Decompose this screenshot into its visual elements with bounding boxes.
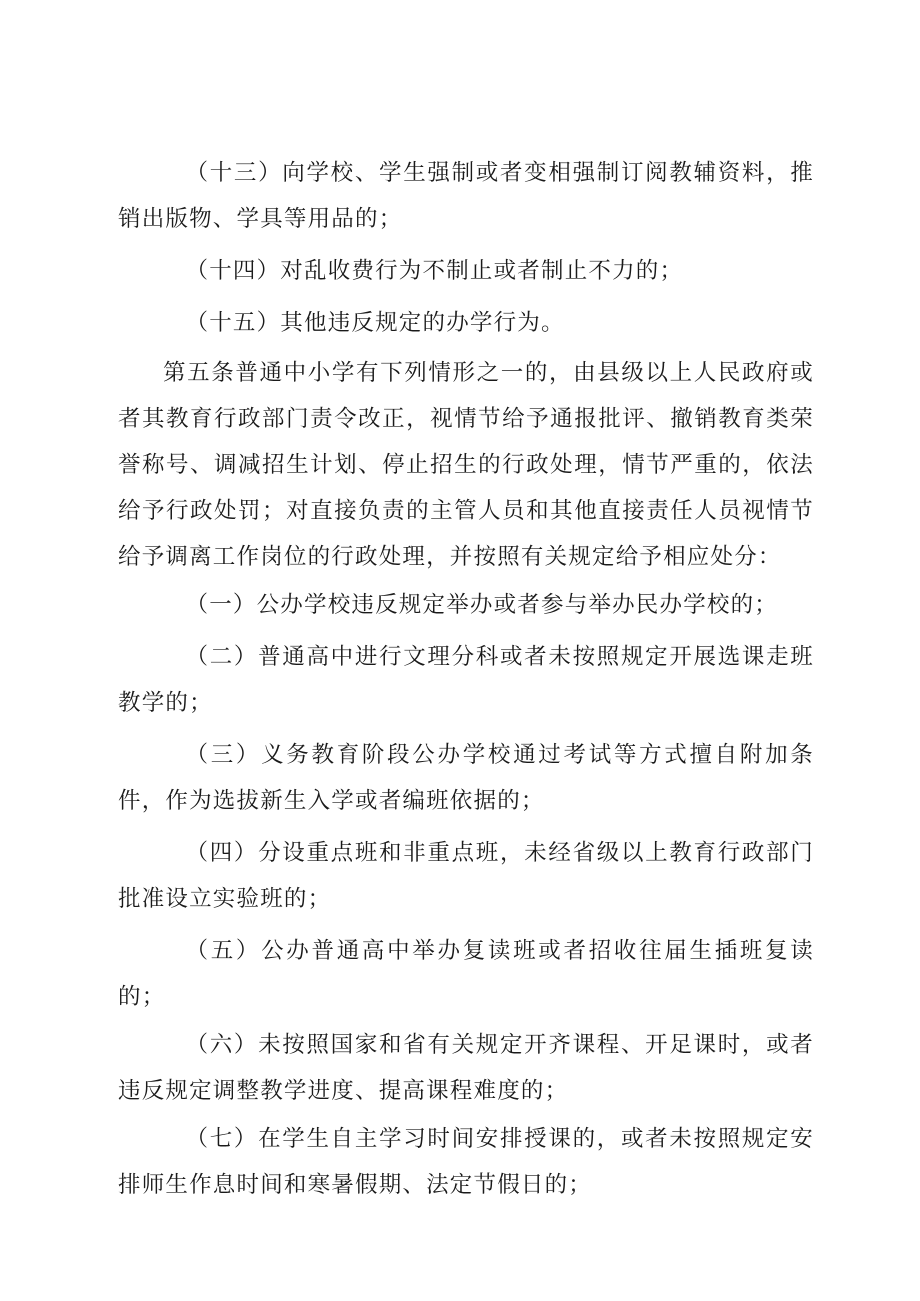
paragraph-item-7: （七）在学生自主学习时间安排授课的，或者未按照规定安排师生作息时间和寒暑假期、法定节假日的； [118, 1126, 814, 1198]
paragraph-item-3: （三）义务教育阶段公办学校通过考试等方式擅自附加条件，作为选拔新生入学或者编班依据的； [118, 742, 814, 814]
paragraph-item-6: （六）未按照国家和省有关规定开齐课程、开足课时，或者违反规定调整教学进度、提高课程难度的； [118, 1032, 814, 1104]
paragraph-article-5: 第五条普通中小学有下列情形之一的，由县级以上人民政府或者其教育行政部门责令改正，视情节给予通报批评、撤销教育类荣誉称号、调减招生计划、停止招生的行政处理，情节严重的，依法给予行政处罚；对直接负责的主管人员和其他直接责任人员视情节给予调离工作岗位的行政处理，并按照有关规定给予相应处分： [118, 360, 814, 570]
paragraph-item-5: （五）公办普通高中举办复读班或者招收往届生插班复读的； [118, 938, 814, 1010]
paragraph-item-14: （十四）对乱收费行为不制止或者制止不力的； [185, 258, 684, 284]
document-body [118, 150, 814, 1208]
paragraph-item-4: （四）分设重点班和非重点班，未经省级以上教育行政部门批准设立实验班的； [118, 840, 814, 912]
paragraph-item-2: （二）普通高中进行文理分科或者未按照规定开展选课走班教学的； [118, 644, 814, 716]
paragraph-item-15: （十五）其他违反规定的办学行为。 [185, 310, 565, 336]
paragraph-item-13: （十三）向学校、学生强制或者变相强制订阅教辅资料，推销出版物、学具等用品的； [118, 160, 814, 232]
paragraph-item-1: （一）公办学校违反规定举办或者参与举办民办学校的； [185, 592, 779, 618]
